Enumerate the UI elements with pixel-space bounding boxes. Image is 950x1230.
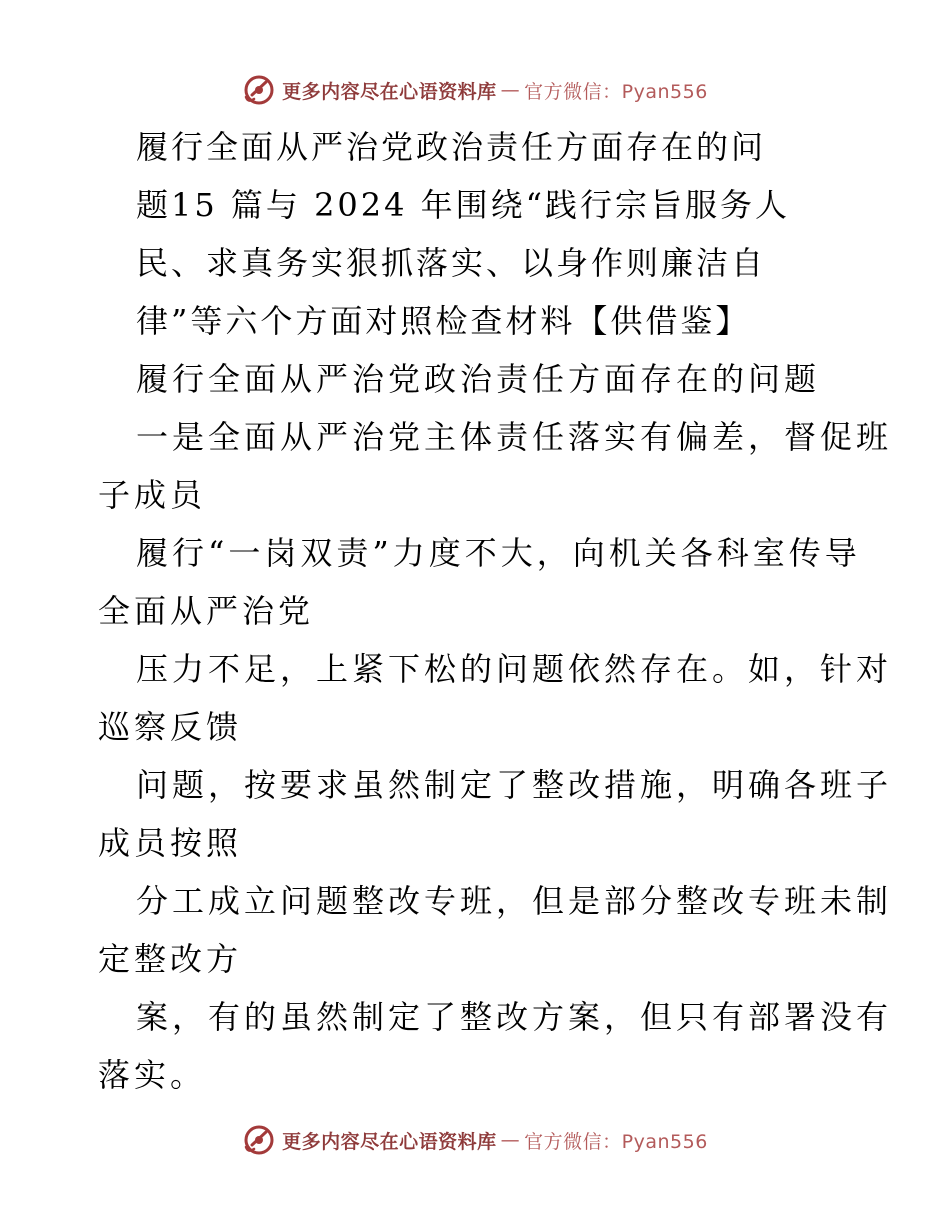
paragraph-line: 全面从严治党 — [98, 592, 315, 630]
paragraph-line: 案，有的虽然制定了整改方案，但只有部署没有 — [136, 998, 893, 1036]
paragraph-line: 落实。 — [98, 1056, 207, 1094]
paragraph-line: 成员按照 — [98, 824, 243, 862]
footer-banner — [0, 1120, 950, 1160]
title-line: 题15 篇与 2024 年围绕“践行宗旨服务人 — [136, 186, 791, 224]
paragraph-line: 问题，按要求虽然制定了整改措施，明确各班子 — [136, 766, 893, 804]
paragraph-line: 履行“一岗双责”力度不大，向机关各科室传导 — [136, 534, 861, 572]
header-banner-text: 更多内容尽在心语资料库 — [282, 80, 497, 103]
paragraph-line: 履行全面从严治党政治责任方面存在的问题 — [136, 360, 821, 398]
paragraph-line: 巡察反馈 — [98, 708, 243, 746]
footer-banner-text: 更多内容尽在心语资料库 — [282, 1130, 497, 1153]
footer-banner-wechat: 官方微信：Pyan556 — [524, 1130, 708, 1153]
paragraph-line: 分工成立问题整改专班，但是部分整改专班未制 — [136, 882, 893, 920]
brand-logo-icon — [242, 1123, 276, 1157]
title-line: 民、求真务实狠抓落实、以身作则廉洁自 — [136, 244, 767, 282]
paragraph-line: 定整改方 — [98, 940, 243, 978]
header-banner-wechat: 官方微信：Pyan556 — [524, 80, 708, 103]
document-body — [98, 118, 893, 1104]
footer-banner-dash: — — [500, 1129, 521, 1151]
header-banner-dash: — — [500, 79, 521, 101]
document-title — [98, 118, 858, 350]
paragraph-line: 一是全面从严治党主体责任落实有偏差，督促班 — [136, 418, 893, 456]
document-paragraphs — [98, 350, 893, 1104]
brand-logo-icon — [242, 73, 276, 107]
header-banner — [0, 70, 950, 110]
paragraph-line: 压力不足，上紧下松的问题依然存在。如，针对 — [136, 650, 893, 688]
paragraph-line: 子成员 — [98, 476, 207, 514]
title-line: 律”等六个方面对照检查材料【供借鉴】 — [136, 302, 751, 340]
title-line: 履行全面从严治党政治责任方面存在的问 — [136, 128, 767, 166]
